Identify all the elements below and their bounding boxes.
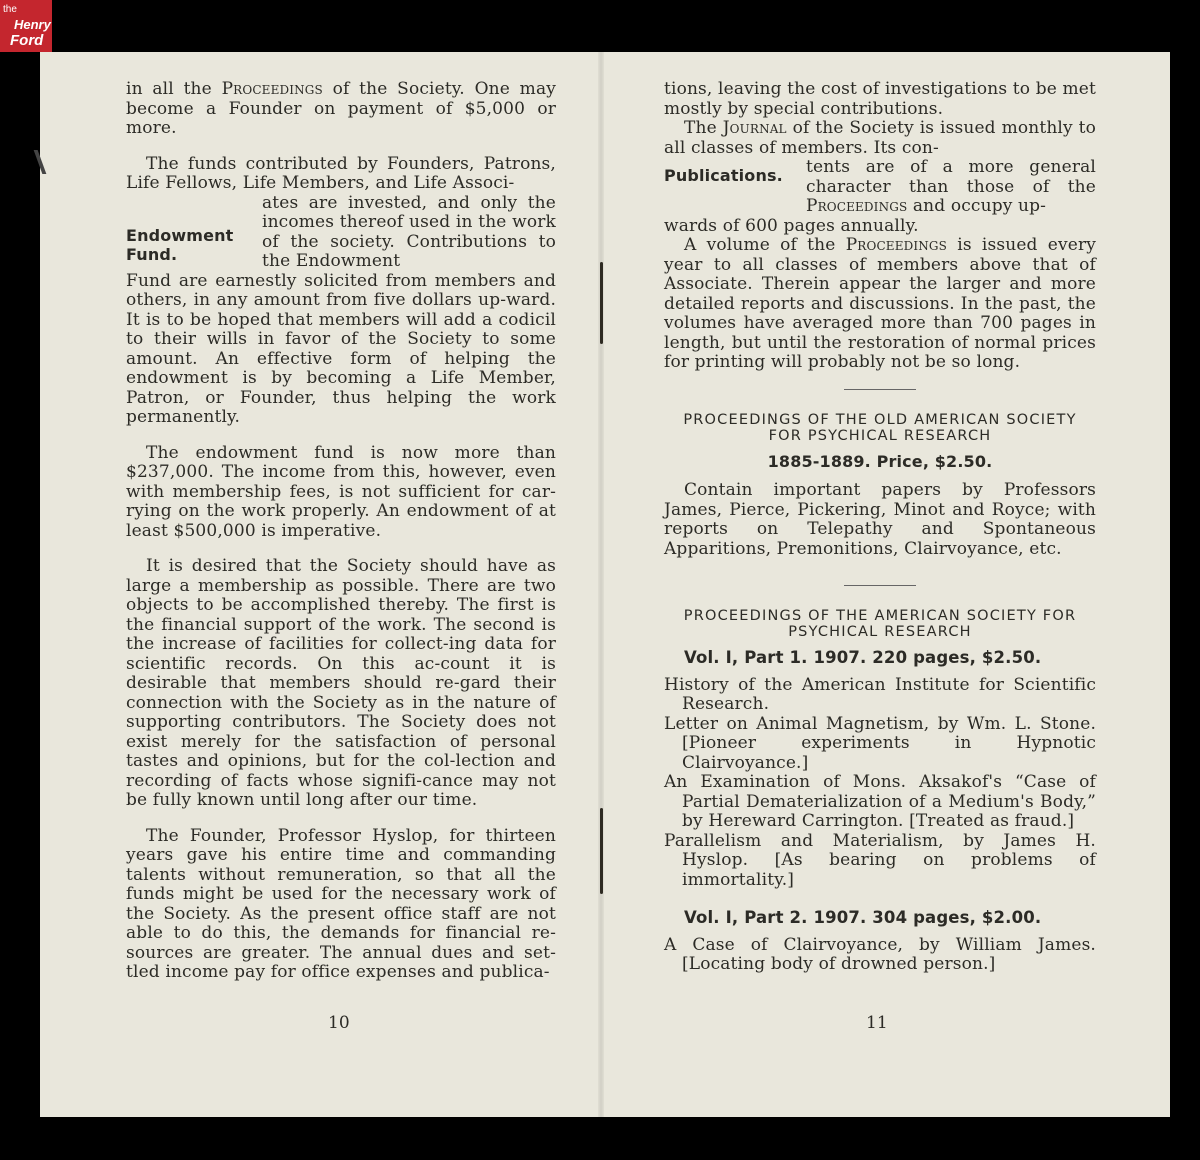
- funds-paragraph-intro: The funds contributed by Founders, Patrons, Life Fellows, Life Members, and Life Associ-: [126, 153, 556, 193]
- vol1-part1-contents: [664, 676, 1096, 891]
- henry-ford-logo: [0, 0, 52, 52]
- text-run: The: [684, 118, 723, 138]
- american-society-title: PROCEEDINGS OF THE AMERICAN SOCIETY FOR PSYCHICAL RESEARCH: [683, 608, 1077, 640]
- page-number-left: 10: [328, 1013, 350, 1033]
- hyslop-paragraph: The Founder, Professor Hyslop, for thirteen years gave his entire time and commanding talents without remuneration, so that all the funds might be used for the necessary work of the Society. As the present office staff are not able to do this, the demands for financial re-sources are greater. The annual dues and set-tled income pay for office expenses and publica-: [126, 825, 556, 982]
- publications-block: [664, 158, 1096, 217]
- text-run: A volume of the: [684, 235, 846, 255]
- staple-top: [600, 262, 603, 344]
- proceedings-smallcaps: Proceedings: [806, 196, 908, 216]
- volume-paragraph: [664, 236, 1096, 373]
- journal-paragraph: [664, 119, 1096, 158]
- section-divider: [844, 585, 916, 586]
- endowment-side-text: ates are invested, and only the incomes thereof used in the work of the society. Contributions to the Endowment: [262, 192, 556, 271]
- founder-paragraph: [126, 80, 556, 139]
- membership-paragraph: It is desired that the Society should have as large a membership as possible. There are two objects to be accomplished thereby. The first is the financial support of the work. The second is the increase of facilities for collect-ing data for scientific records. On this ac-count it is desirable that members should re-gard their connection with the Society as in the nature of supporting contributors. The Society does not exist merely for the satisfaction of personal tastes and opinions, but for the col-lection and recording of facts whose signifi-cance may not be fully known until long after our time.: [126, 556, 556, 810]
- endowment-amount-paragraph: The endowment fund is now more than $237,000. The income from this, however, even with membership fees, is not sufficient for car-rying on the work properly. An endowment of at least $500,000 is imperative.: [126, 442, 556, 541]
- right-page: [664, 80, 1096, 975]
- text-run: tents are of a more general character than those of the: [806, 157, 1096, 197]
- text-run: in all the: [126, 79, 222, 99]
- page-number-right: 11: [866, 1013, 888, 1033]
- endowment-fund-heading: Endowment Fund.: [126, 225, 234, 264]
- vol1-part1-heading: Vol. I, Part 1. 1907. 220 pages, $2.50.: [684, 648, 1042, 667]
- old-society-title: PROCEEDINGS OF THE OLD AMERICAN SOCIETY FOR PSYCHICAL RESEARCH: [683, 411, 1077, 444]
- vol1-part2-contents: [664, 936, 1096, 975]
- proceedings-smallcaps: Proceedings: [221, 79, 323, 99]
- staple-bottom: [600, 808, 603, 894]
- journal-smallcaps: Journal: [722, 118, 787, 138]
- section-divider: [844, 389, 916, 390]
- logo-ford: Ford: [10, 32, 44, 49]
- proceedings-smallcaps: Proceedings: [845, 235, 948, 255]
- logo-henry: Henry: [14, 17, 51, 32]
- old-society-price: 1885-1889. Price, $2.50.: [767, 451, 993, 471]
- publications-cost-paragraph: tions, leaving the cost of investigations to be met mostly by special contributions.: [664, 79, 1096, 119]
- publications-heading: Publications.: [664, 166, 783, 185]
- list-item: History of the American Institute for Scientific Research.: [664, 674, 1096, 714]
- book-gutter: [598, 52, 604, 1117]
- text-run: of the Society. One may become a Founder on payment of $5,000 or more.: [126, 79, 556, 138]
- logo-the: the: [3, 4, 17, 15]
- list-item: Letter on Animal Magnetism, by Wm. L. Stone. [Pioneer experiments in Hypnotic Clairvoyance.]: [664, 713, 1096, 773]
- text-run: and occupy up-: [907, 196, 1047, 216]
- text-run: of the Society is issued monthly to all classes of members. Its con-: [664, 118, 1097, 158]
- vol1-part2-heading: Vol. I, Part 2. 1907. 304 pages, $2.00.: [684, 908, 1042, 927]
- publications-rest: wards of 600 pages annually.: [664, 215, 919, 236]
- publications-side-text: [806, 158, 1096, 217]
- list-item: Parallelism and Materialism, by James H. Hyslop. [As bearing on problems of immortality.]: [664, 830, 1096, 890]
- funds-paragraph-rest: Fund are earnestly solicited from members and others, in any amount from five dollars up-ward. It is to be hoped that members will add a codicil to their wills in favor of the Society to some amount. An effective form of helping the endowment is by becoming a Life Member, Patron, or Founder, thus helping the work permanently.: [126, 270, 556, 427]
- text-run: is issued every year to all classes of members above that of Associate. Therein appear the larger and more detailed reports and discussions. In the past, the volumes have averaged more than 700 pages in length, but until the restoration of normal prices for printing will probably not be so long.: [664, 235, 1096, 372]
- list-item: A Case of Clairvoyance, by William James. [Locating body of drowned person.]: [664, 934, 1096, 974]
- left-page: [126, 80, 556, 999]
- endowment-block: [126, 194, 556, 272]
- list-item: An Examination of Mons. Aksakof's “Case of Partial Dematerialization of a Medium's Body,” by Hereward Carrington. [Treated as fraud.]: [664, 772, 1096, 831]
- old-society-description: Contain important papers by Professors James, Pierce, Pickering, Minot and Royce; with reports on Telepathy and Spontaneous Apparitions, Premonitions, Clairvoyance, etc.: [664, 480, 1096, 559]
